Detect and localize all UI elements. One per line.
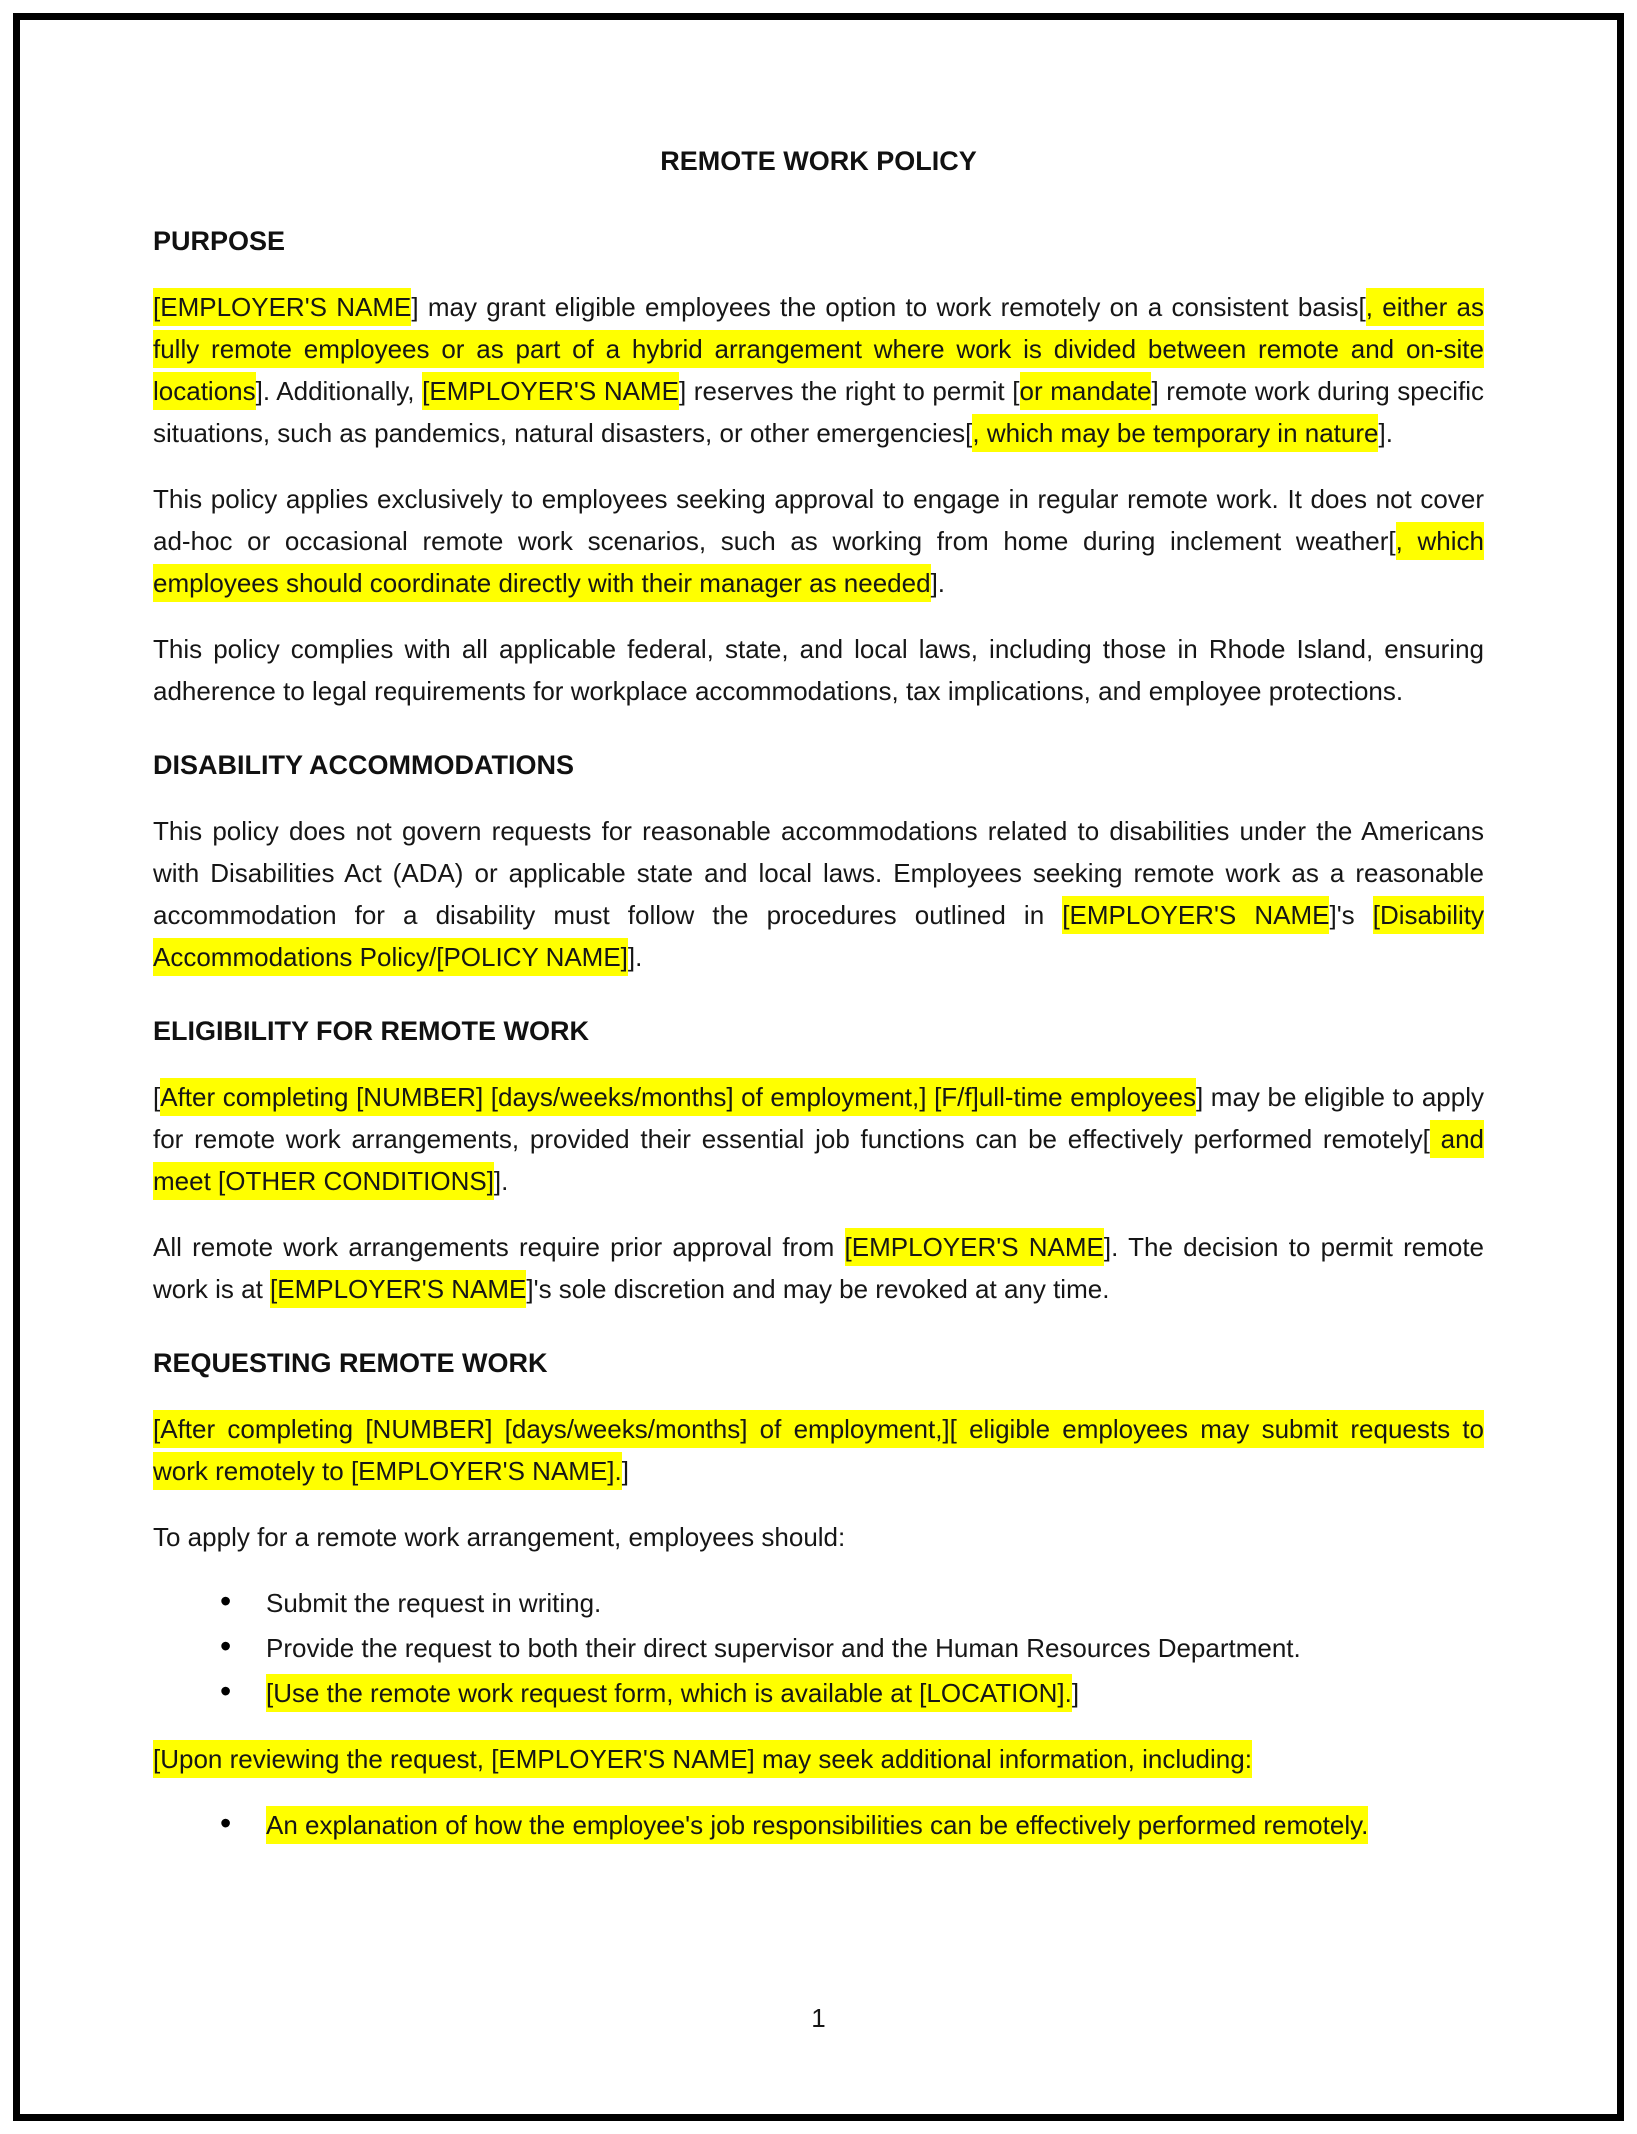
list-item — [266, 1672, 1484, 1714]
text-run: ]. — [1378, 418, 1393, 448]
text-run: ] — [1071, 1678, 1080, 1708]
text-run: ]. — [930, 568, 946, 598]
paragraph — [153, 628, 1484, 712]
highlighted-text: An explanation of how the employee's job responsibilities can be effectively performed remotely. — [266, 1806, 1368, 1844]
document-title: REMOTE WORK POLICY — [660, 146, 977, 176]
text-run: PURPOSE — [153, 226, 286, 256]
paragraph — [153, 286, 1484, 454]
page-number: 1 — [811, 2003, 826, 2033]
text-run: This policy does not govern requests for reasonable accommodations related to disabilities under the Americans with Disabilities Act (ADA) or applicable state and local laws. Employees seeking remote work as a reasonable accommodation for a disability must follow the procedures outlined in — [153, 816, 1484, 930]
highlighted-text: [EMPLOYER'S NAME — [845, 1228, 1104, 1266]
bullet-list — [153, 1804, 1484, 1846]
highlighted-text: [Use the remote work request form, which is available at [LOCATION]. — [266, 1674, 1072, 1712]
text-run: ]'s — [1329, 900, 1373, 930]
text-run: ] reserves the right to permit [ — [678, 376, 1020, 406]
section-heading — [153, 744, 1484, 786]
paragraph — [153, 1408, 1484, 1492]
paragraph — [153, 1738, 1484, 1780]
paragraph — [153, 1516, 1484, 1558]
paragraph — [153, 810, 1484, 978]
text-run: This policy applies exclusively to employees seeking approval to engage in regular remote work. It does not cover ad-hoc or occasional remote work scenarios, such as working from home during inclement weather[ — [153, 484, 1484, 556]
text-run: ] may be eligible to apply for remote work arrangements, provided their essential job functions can be effectively performed remotely[ — [153, 1082, 1484, 1154]
text-run: This policy complies with all applicable federal, state, and local laws, including those in Rhode Island, ensuring adherence to legal requirements for workplace accommodations, tax implications, and employee protections. — [153, 634, 1484, 706]
highlighted-text: , which may be temporary in nature — [972, 414, 1378, 452]
text-run: DISABILITY ACCOMMODATIONS — [153, 750, 574, 780]
highlighted-text: [Disability Accommodations Policy/[POLICY NAME] — [153, 896, 1484, 976]
highlighted-text: [EMPLOYER'S NAME — [422, 372, 679, 410]
text-run: ]'s sole discretion and may be revoked at any time. — [526, 1274, 1110, 1304]
text-run: ]. Additionally, — [255, 376, 423, 406]
section-heading — [153, 1010, 1484, 1052]
text-run: ] remote work during specific situations, such as pandemics, natural disasters, or other emergencies[ — [153, 376, 1484, 448]
highlighted-text: After completing [NUMBER] [days/weeks/months] of employment,] [F/f]ull-time employees — [160, 1078, 1196, 1116]
text-run: [ — [153, 1082, 161, 1112]
text-run: To apply for a remote work arrangement, employees should: — [153, 1522, 846, 1552]
highlighted-text: [After completing [NUMBER] [days/weeks/months] of employment,][ eligible employees may submit requests to work remotely to [EMPLOYER'S NAME]. — [153, 1410, 1484, 1490]
paragraph — [153, 478, 1484, 604]
highlighted-text: , either as fully remote employees or as part of a hybrid arrangement where work is divided between remote and on-site locations — [153, 288, 1484, 410]
text-run: All remote work arrangements require prior approval from — [153, 1232, 845, 1262]
text-run: Provide the request to both their direct supervisor and the Human Resources Department. — [266, 1633, 1301, 1663]
section-heading — [153, 220, 1484, 262]
highlighted-text: [Upon reviewing the request, [EMPLOYER'S NAME] may seek additional information, including: — [153, 1740, 1252, 1778]
text-run: ] may grant eligible employees the option to work remotely on a consistent basis[ — [411, 292, 1366, 322]
highlighted-text: [EMPLOYER'S NAME — [270, 1270, 526, 1308]
paragraph — [153, 1076, 1484, 1202]
text-run: ]. — [627, 942, 643, 972]
highlighted-text: and meet [OTHER CONDITIONS] — [153, 1120, 1484, 1200]
text-run: ]. The decision to permit remote work is at — [153, 1232, 1484, 1304]
text-run: ] — [621, 1456, 629, 1486]
text-run: Submit the request in writing. — [266, 1588, 602, 1618]
highlighted-text: or mandate — [1020, 372, 1152, 410]
text-run: REQUESTING REMOTE WORK — [153, 1348, 548, 1378]
section-heading — [153, 1342, 1484, 1384]
list-item — [266, 1804, 1484, 1846]
list-item — [266, 1582, 1484, 1624]
document-body — [153, 220, 1484, 1846]
text-run: ]. — [493, 1166, 509, 1196]
bullet-list — [153, 1582, 1484, 1714]
highlighted-text: [EMPLOYER'S NAME — [153, 288, 411, 326]
highlighted-text: , which employees should coordinate directly with their manager as needed — [153, 522, 1484, 602]
highlighted-text: [EMPLOYER'S NAME — [1062, 896, 1329, 934]
text-run: ELIGIBILITY FOR REMOTE WORK — [153, 1016, 589, 1046]
paragraph — [153, 1226, 1484, 1310]
list-item — [266, 1627, 1484, 1669]
